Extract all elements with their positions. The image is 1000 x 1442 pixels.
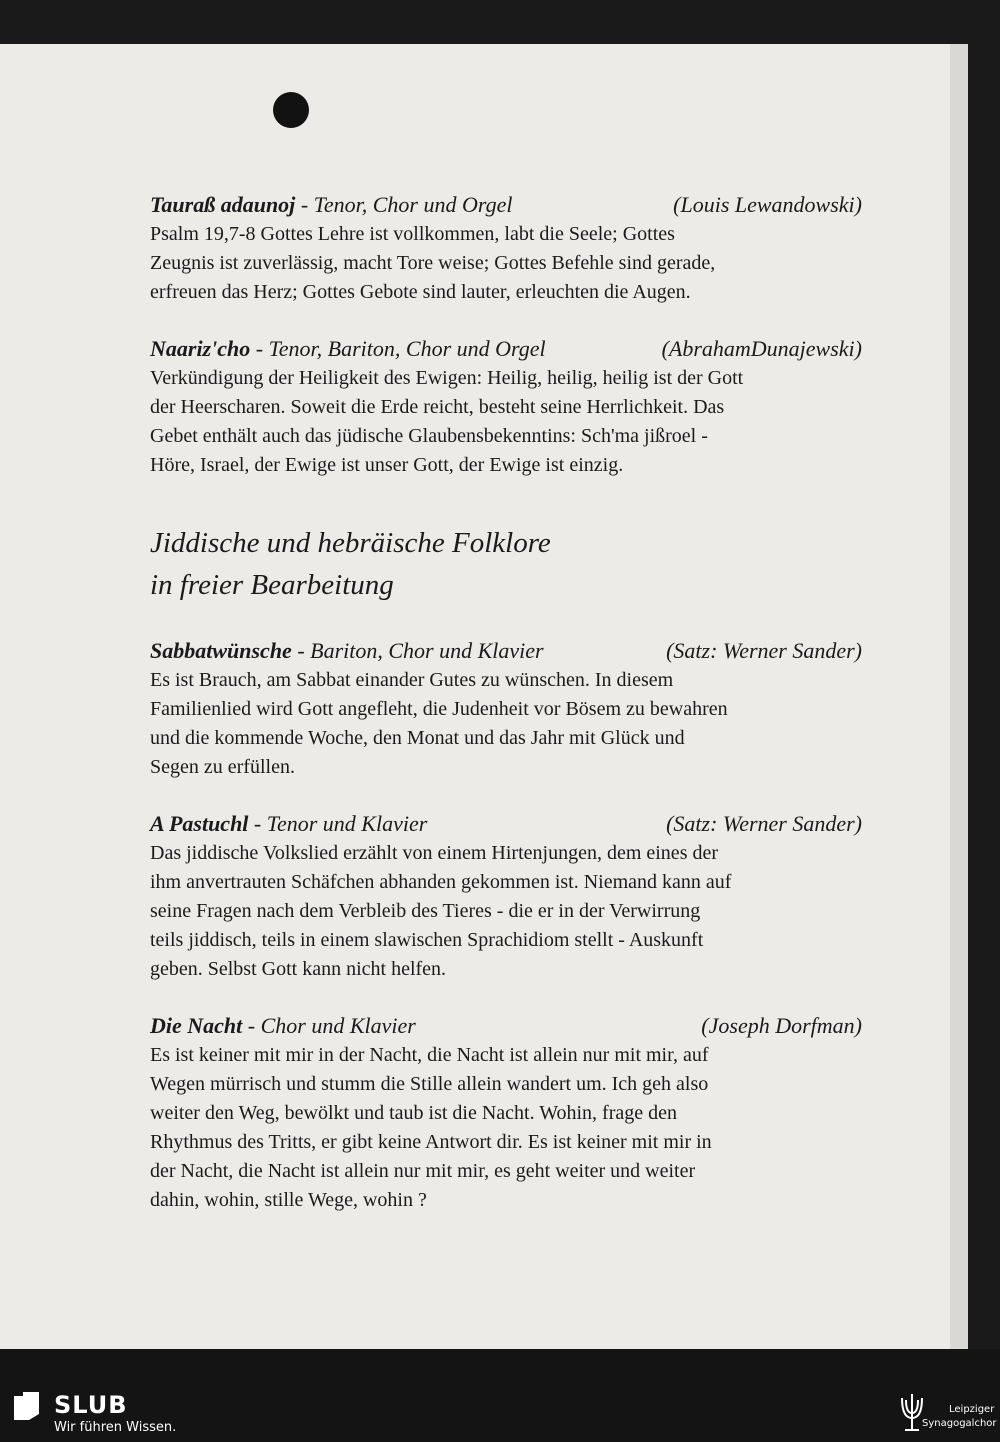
text-line: Das jiddische Volkslied erzählt von einem Hirtenjungen, dem eines der <box>150 842 719 864</box>
entry-separator: - <box>300 192 309 217</box>
entry-separator: - <box>255 336 264 361</box>
entry-title: Tauraß adaunoj <box>150 192 296 217</box>
entry-naarizcho <box>150 334 862 480</box>
entry-composer: (AbrahamDunajewski) <box>661 336 862 361</box>
text-line: Wegen mürrisch und stumm die Stille allein wandert um. Ich geh also <box>150 1073 709 1095</box>
text-line: ihm anvertrauten Schäfchen abhanden gekommen ist. Niemand kann auf <box>150 871 732 893</box>
program-text <box>150 190 862 1242</box>
entry-header <box>150 809 862 839</box>
text-line: geben. Selbst Gott kann nicht helfen. <box>150 958 447 980</box>
text-line: dahin, wohin, stille Wege, wohin ? <box>150 1189 427 1211</box>
entry-instrumentation: Tenor und Klavier <box>266 811 428 836</box>
text-line: Es ist Brauch, am Sabbat einander Gutes zu wünschen. In diesem <box>150 669 674 691</box>
section-heading-line: in freier Bearbeitung <box>150 569 394 601</box>
entry-header <box>150 190 862 220</box>
entry-composer: (Satz: Werner Sander) <box>666 811 862 836</box>
entry-title: Sabbatwünsche <box>150 638 292 663</box>
text-line: Es ist keiner mit mir in der Nacht, die Nacht ist allein nur mit mir, auf <box>150 1044 709 1066</box>
entry-title: Naariz'cho <box>150 336 251 361</box>
entry-header <box>150 334 862 364</box>
text-line: der Nacht, die Nacht ist allein nur mit mir, es geht weiter und weiter <box>150 1160 696 1182</box>
text-line: Gebet enthält auch das jüdische Glaubensbekenntins: Sch'ma jißroel - <box>150 425 708 447</box>
text-line: seine Fragen nach dem Verbleib des Tieres - die er in der Verwirrung <box>150 900 701 922</box>
entry-sabbatwuensche <box>150 636 862 782</box>
text-line: Familienlied wird Gott angefleht, die Judenheit vor Bösem zu bewahren <box>150 698 728 720</box>
entry-composer: (Joseph Dorfman) <box>701 1013 862 1038</box>
text-line: Höre, Israel, der Ewige ist unser Gott, der Ewige ist einzig. <box>150 454 624 476</box>
text-line: weiter den Weg, bewölkt und taub ist die Nacht. Wohin, frage den <box>150 1102 678 1124</box>
choir-logo[interactable] <box>897 1390 997 1440</box>
section-heading-line: Jiddische und hebräische Folklore <box>150 527 551 559</box>
entry-description <box>150 1041 862 1215</box>
text-line: Rhythmus des Tritts, er gibt keine Antwort dir. Es ist keiner mit mir in <box>150 1131 712 1153</box>
entry-description <box>150 220 862 307</box>
entry-die-nacht <box>150 1011 862 1215</box>
text-line: erfreuen das Herz; Gottes Gebote sind lauter, erleuchten die Augen. <box>150 281 691 303</box>
entry-taurass-adaunoj <box>150 190 862 307</box>
entry-separator: - <box>253 811 262 836</box>
entry-instrumentation: Bariton, Chor und Klavier <box>310 638 544 663</box>
entry-description <box>150 666 862 782</box>
entry-instrumentation: Tenor, Chor und Orgel <box>313 192 513 217</box>
entry-separator: - <box>247 1013 256 1038</box>
entry-title: A Pastuchl <box>150 811 249 836</box>
entry-instrumentation: Tenor, Bariton, Chor und Orgel <box>268 336 546 361</box>
entry-a-pastuchl <box>150 809 862 984</box>
entry-composer: (Louis Lewandowski) <box>673 192 862 217</box>
choir-name-line1: Leipziger <box>949 1404 995 1415</box>
text-line: teils jiddisch, teils in einem slawischen Sprachidiom stellt - Auskunft <box>150 929 704 951</box>
entry-separator: - <box>297 638 305 663</box>
text-line: Verkündigung der Heiligkeit des Ewigen: Heilig, heilig, heilig ist der Gott <box>150 367 744 389</box>
entry-composer: (Satz: Werner Sander) <box>666 638 862 663</box>
slub-book-icon <box>14 1392 39 1420</box>
entry-description <box>150 839 862 984</box>
entry-description <box>150 364 862 480</box>
entry-instrumentation: Chor und Klavier <box>260 1013 416 1038</box>
text-line: der Heerscharen. Soweit die Erde reicht, besteht seine Herrlichkeit. Das <box>150 396 725 418</box>
text-line: Psalm 19,7-8 Gottes Lehre ist vollkommen, labt die Seele; Gottes <box>150 223 675 245</box>
entry-header <box>150 1011 862 1041</box>
entry-title: Die Nacht <box>150 1013 243 1038</box>
punch-hole <box>273 92 309 128</box>
section-heading <box>150 522 862 606</box>
slub-name: SLUB <box>54 1391 128 1419</box>
text-line: und die kommende Woche, den Monat und das Jahr mit Glück und <box>150 727 685 749</box>
slub-tagline: Wir führen Wissen. <box>54 1420 177 1435</box>
page-edge <box>950 44 968 1349</box>
text-line: Segen zu erfüllen. <box>150 756 295 778</box>
choir-name-line2: Synagogalchor <box>922 1418 997 1429</box>
text-line: Zeugnis ist zuverlässig, macht Tore weise; Gottes Befehle sind gerade, <box>150 252 716 274</box>
entry-header <box>150 636 862 666</box>
